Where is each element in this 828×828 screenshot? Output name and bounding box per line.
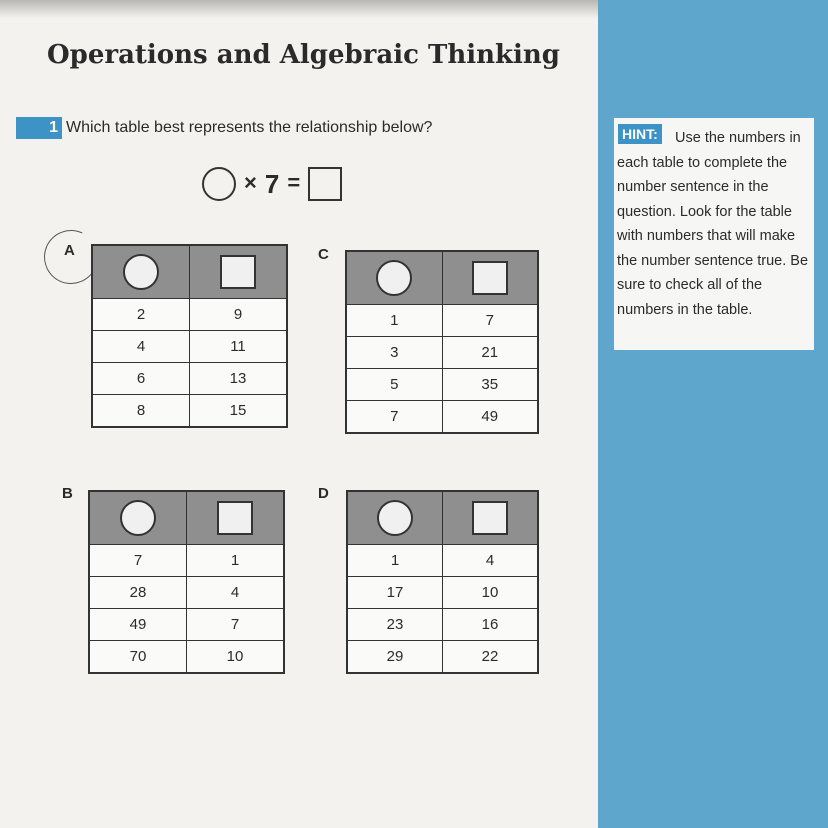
section-title: Operations and Algebraic Thinking xyxy=(47,40,560,70)
cell: 7 xyxy=(346,401,442,434)
cell: 4 xyxy=(187,577,285,609)
question-text: Which table best represents the relationship below? xyxy=(66,119,433,136)
table-row xyxy=(346,305,538,337)
table-row xyxy=(92,331,287,363)
table-row xyxy=(92,395,287,428)
option-d-table[interactable] xyxy=(346,490,539,674)
cell: 7 xyxy=(89,545,187,577)
option-c-letter[interactable]: C xyxy=(318,246,329,263)
cell: 29 xyxy=(347,641,443,674)
table-row xyxy=(346,337,538,369)
cell: 28 xyxy=(89,577,187,609)
cell: 2 xyxy=(92,299,190,331)
circle-icon xyxy=(123,254,159,290)
cell: 3 xyxy=(346,337,442,369)
table-row xyxy=(346,401,538,434)
question-number: 1 xyxy=(16,117,62,139)
circle-shape-icon xyxy=(202,167,236,201)
square-icon xyxy=(472,261,508,295)
cell: 10 xyxy=(443,577,539,609)
cell: 7 xyxy=(442,305,538,337)
page-edge-shadow xyxy=(0,0,600,18)
cell: 17 xyxy=(347,577,443,609)
cell: 6 xyxy=(92,363,190,395)
square-header xyxy=(187,491,285,545)
circle-header xyxy=(346,251,442,305)
table-row xyxy=(92,363,287,395)
table-row xyxy=(347,545,538,577)
cell: 49 xyxy=(442,401,538,434)
cell: 49 xyxy=(89,609,187,641)
circle-icon xyxy=(120,500,156,536)
circle-icon xyxy=(376,260,412,296)
circle-header xyxy=(89,491,187,545)
cell: 16 xyxy=(443,609,539,641)
hint-text: Use the numbers in each table to complete the number sentence in the question. Look for the table with numbers that will make the number sentence true. Be sure to check all of the numbers in the table. xyxy=(617,130,809,318)
cell: 4 xyxy=(443,545,539,577)
equals-sign: = xyxy=(287,170,301,195)
square-header xyxy=(442,251,538,305)
factor-seven: 7 xyxy=(264,168,280,199)
cell: 22 xyxy=(443,641,539,674)
circle-icon xyxy=(377,500,413,536)
table-row xyxy=(89,641,284,674)
table-row xyxy=(346,369,538,401)
cell: 70 xyxy=(89,641,187,674)
cell: 10 xyxy=(187,641,285,674)
cell: 7 xyxy=(187,609,285,641)
option-a-letter[interactable]: A xyxy=(64,242,75,259)
option-d-letter[interactable]: D xyxy=(318,485,329,502)
square-icon xyxy=(220,255,256,289)
cell: 5 xyxy=(346,369,442,401)
cell: 1 xyxy=(346,305,442,337)
cell: 11 xyxy=(190,331,288,363)
table-row xyxy=(347,641,538,674)
cell: 15 xyxy=(190,395,288,428)
cell: 8 xyxy=(92,395,190,428)
cell: 1 xyxy=(187,545,285,577)
cell: 1 xyxy=(347,545,443,577)
square-shape-icon xyxy=(308,167,342,201)
square-icon xyxy=(472,501,508,535)
table-row xyxy=(347,609,538,641)
equation xyxy=(202,166,342,202)
table-row xyxy=(89,545,284,577)
cell: 9 xyxy=(190,299,288,331)
square-header xyxy=(190,245,288,299)
hint-label: HINT: xyxy=(618,124,662,144)
table-row xyxy=(347,577,538,609)
circle-header xyxy=(347,491,443,545)
option-b-table[interactable] xyxy=(88,490,285,674)
option-c-table[interactable] xyxy=(345,250,539,434)
table-row xyxy=(89,577,284,609)
option-a-table[interactable] xyxy=(91,244,288,428)
table-row xyxy=(89,609,284,641)
square-header xyxy=(443,491,539,545)
cell: 23 xyxy=(347,609,443,641)
cell: 4 xyxy=(92,331,190,363)
cell: 35 xyxy=(442,369,538,401)
table-row xyxy=(92,299,287,331)
square-icon xyxy=(217,501,253,535)
circle-header xyxy=(92,245,190,299)
cell: 21 xyxy=(442,337,538,369)
option-b-letter[interactable]: B xyxy=(62,485,73,502)
cell: 13 xyxy=(190,363,288,395)
times-sign: × xyxy=(244,170,257,195)
